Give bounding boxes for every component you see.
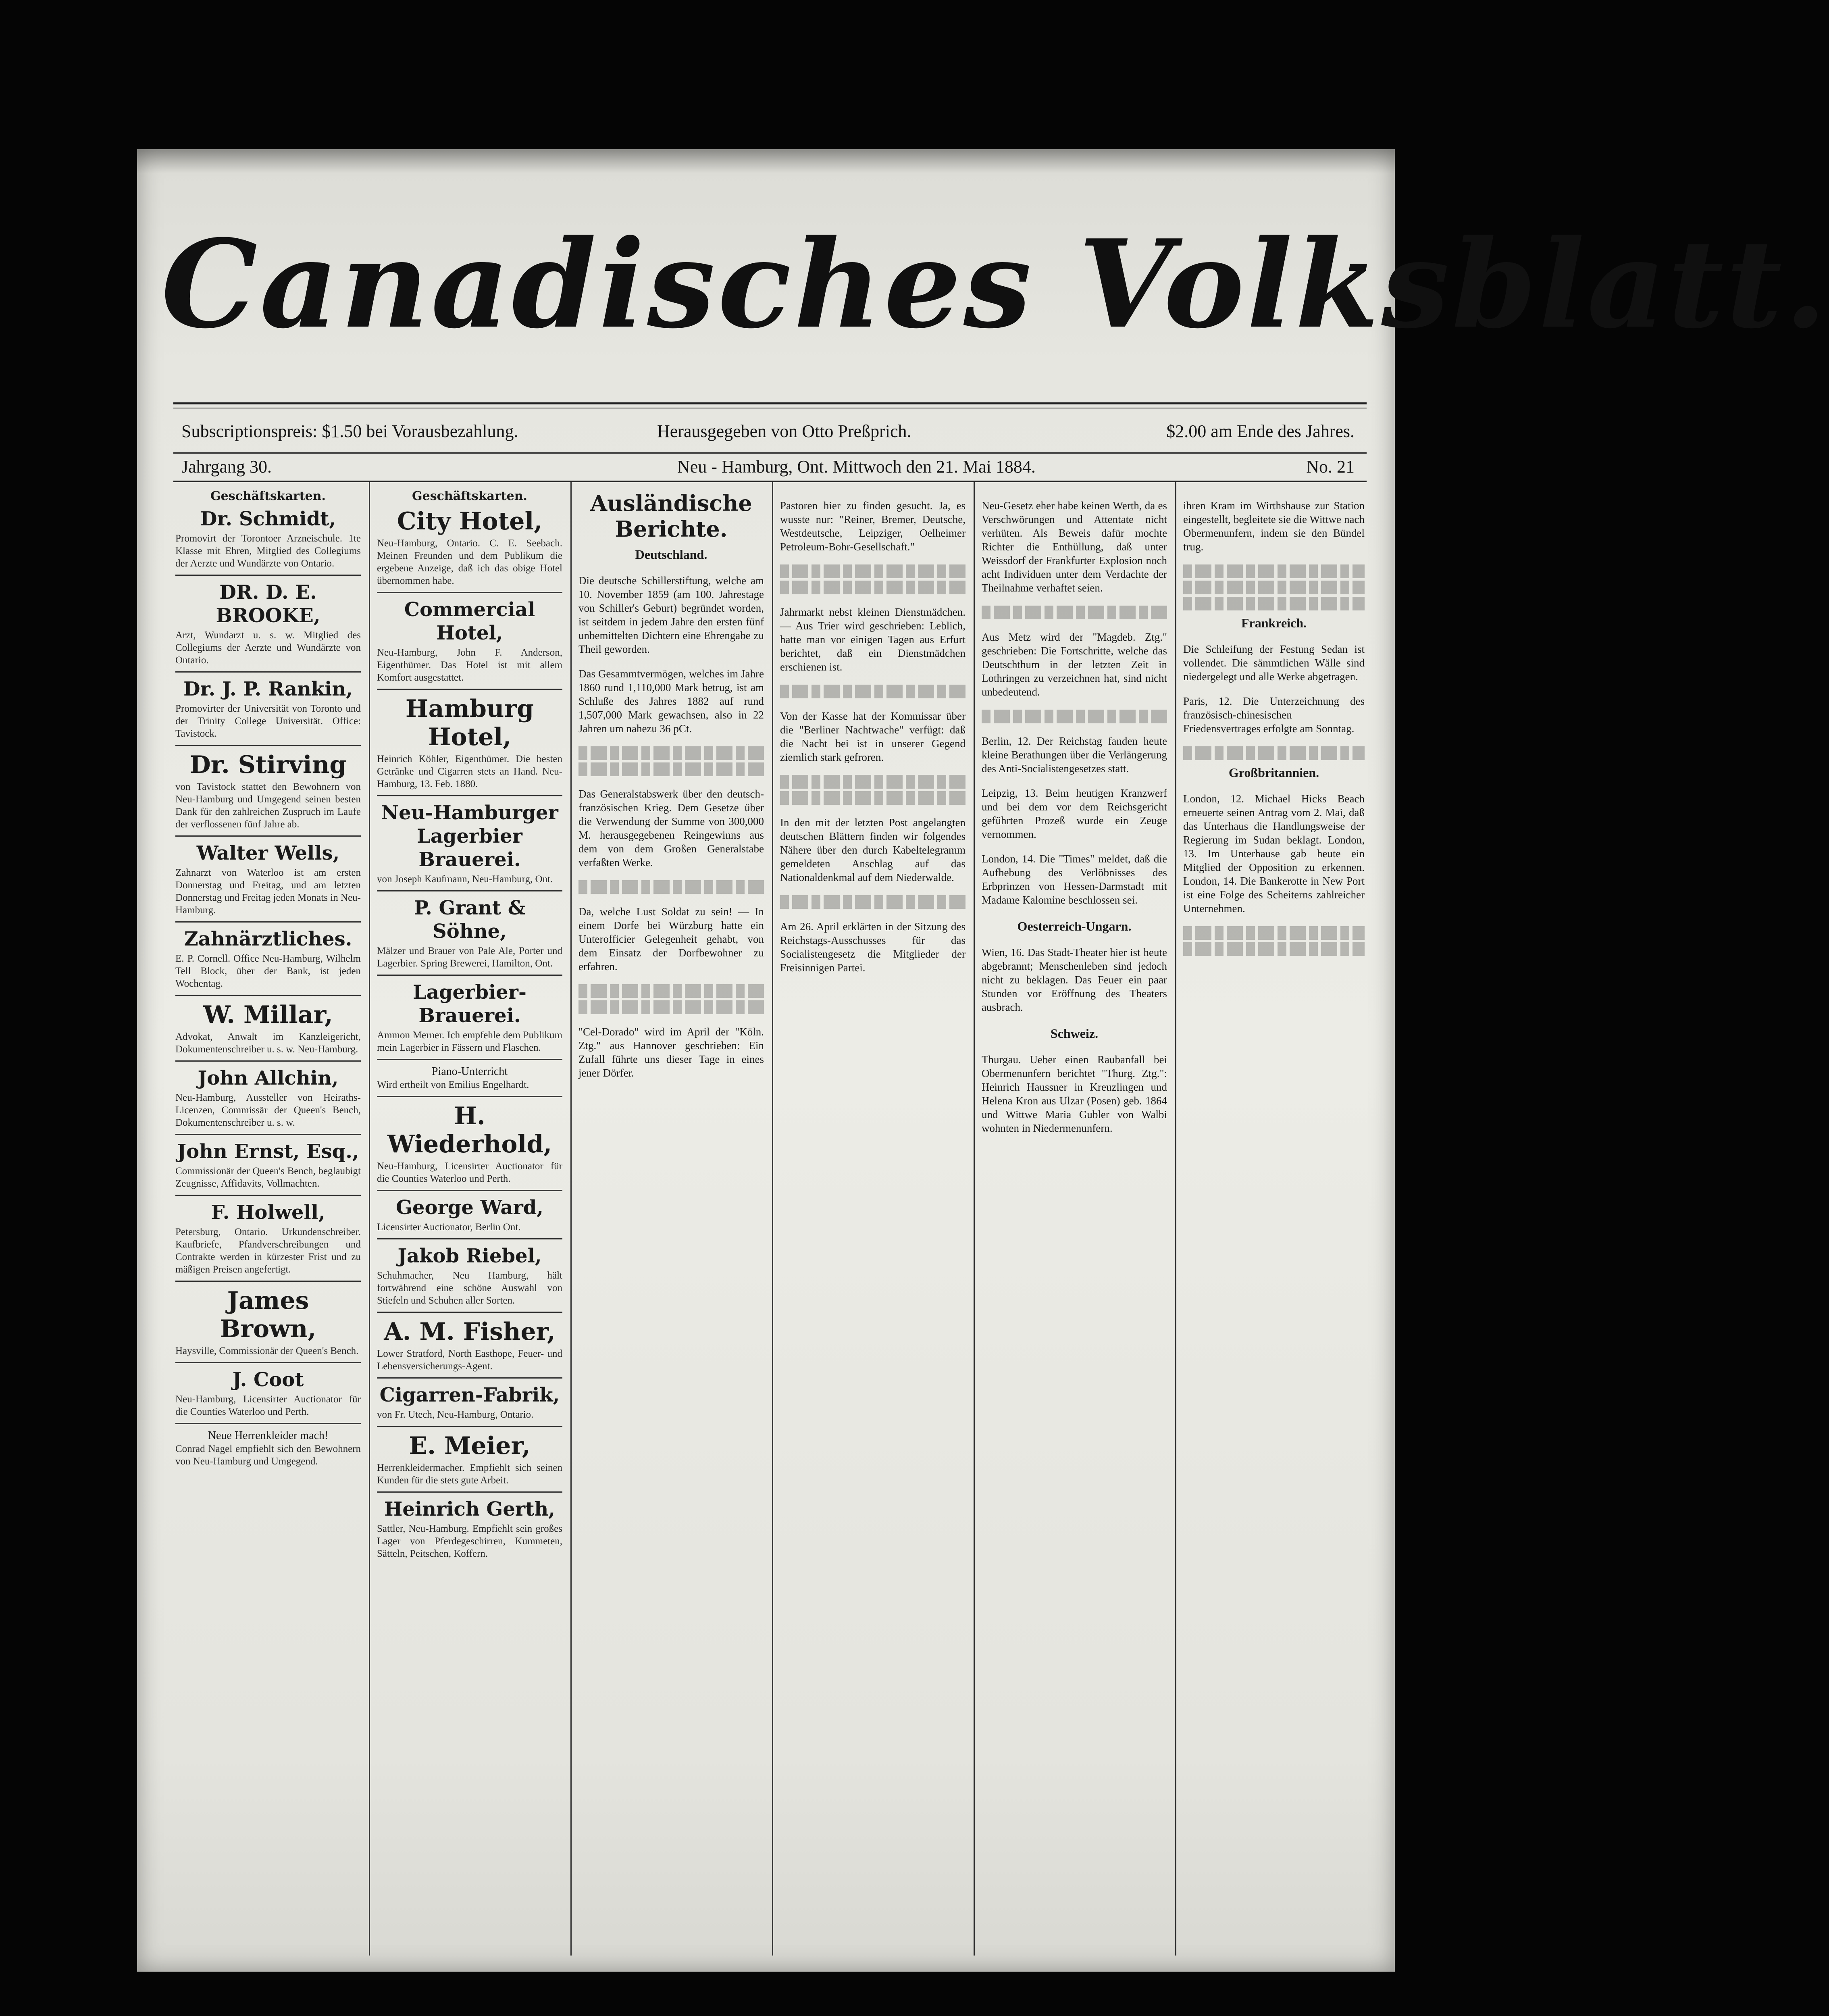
- ad: [377, 507, 562, 587]
- illegible-text: [1183, 581, 1365, 594]
- issue-number: No. 21: [1306, 457, 1355, 477]
- column-separator: [1175, 482, 1176, 1956]
- article-paragraph: Neu-Gesetz eher habe keinen Werth, da es Verschwörungen und Attentate nicht verhüten. Als Beweis dafür mochte Richter die Enthüllung, daß unter Weissdorf der Frankfurter Explosion noch acht Individuen unter dem Verdachte der Theilnahme verhaftet seien.: [982, 500, 1167, 594]
- illegible-text: [1183, 564, 1365, 578]
- ad: [175, 751, 361, 831]
- ad-divider: [377, 689, 562, 690]
- illegible-text: [578, 880, 764, 894]
- fold-shadow: [137, 149, 1395, 173]
- column-1-business-cards: [175, 488, 361, 1956]
- ad-divider: [377, 1491, 562, 1493]
- column-5-articles: [982, 488, 1167, 1956]
- end-of-year-price: $2.00 am Ende des Jahres.: [1166, 421, 1355, 441]
- column-separator: [570, 482, 572, 1956]
- ad-name: A. M. Fisher,: [384, 1318, 556, 1346]
- info-rule: [173, 452, 1367, 454]
- article-paragraph: Berlin, 12. Der Reichstag fanden heute kleine Berathungen über die Verlängerung des Anti-Socialistengesetzes statt.: [982, 735, 1167, 775]
- ad-name: Walter Wells,: [196, 842, 340, 864]
- ad-name: John Ernst, Esq.,: [177, 1140, 359, 1163]
- ad-name: Dr. Schmidt,: [200, 508, 336, 530]
- ad-name: City Hotel,: [397, 507, 543, 535]
- ad-divider: [175, 1281, 361, 1282]
- ad-divider: [377, 1312, 562, 1313]
- ad-divider: [377, 1238, 562, 1239]
- ad-name: Dr. J. P. Rankin,: [183, 678, 353, 700]
- ad: [377, 896, 562, 970]
- illegible-text: [780, 564, 965, 578]
- ad: [175, 677, 361, 740]
- ad-text: Commissionär der Queen's Bench, beglaubigt Zeugnisse, Affidavits, Vollmachten.: [175, 1166, 361, 1189]
- ad-name: Zahnärztliches.: [184, 928, 352, 950]
- masthead-rule: [173, 402, 1367, 404]
- ad: [377, 1102, 562, 1185]
- illegible-text: [1183, 746, 1365, 760]
- ad: [377, 1497, 562, 1560]
- ad-name: Neu-Hamburger Lagerbier Brauerei.: [381, 802, 558, 871]
- ad-name: John Allchin,: [198, 1067, 339, 1089]
- ad: [377, 1244, 562, 1307]
- ad-text: Advokat, Anwalt im Kanzleigericht, Dokumentenschreiber u. s. w. Neu-Hamburg.: [175, 1031, 361, 1055]
- ad-divider: [175, 745, 361, 746]
- article-paragraph: Die Schleifung der Festung Sedan ist vollendet. Die sämmtlichen Wälle sind niedergelegt und alle Werke abgetragen.: [1183, 643, 1365, 683]
- illegible-text: [1183, 926, 1365, 940]
- ad-divider: [175, 995, 361, 996]
- ad-text: Herrenkleidermacher. Empfiehlt sich seinen Kunden für die stets gute Arbeit.: [377, 1462, 562, 1486]
- ad-divider: [377, 1377, 562, 1379]
- article-paragraph: London, 14. Die "Times" meldet, daß die Aufhebung des Verlöbnisses des Erbprinzen von Hessen-Darmstadt mit Madame Kalomine beschlossen sei.: [982, 853, 1167, 906]
- ad: [377, 1383, 562, 1421]
- ad-name: Dr. Stirving: [189, 751, 347, 779]
- article-paragraph: Jahrmarkt nebst kleinen Dienstmädchen. — Aus Trier wird geschrieben: Leblich, hatte man vor einigen Tagen aus Erfurt berichtet, daß ein Dienstmädchen erschienen ist.: [780, 606, 965, 673]
- ad-text: Haysville, Commissionär der Queen's Bench.: [175, 1345, 359, 1356]
- ad-name: F. Holwell,: [211, 1201, 325, 1224]
- ad-name: Hamburg Hotel,: [405, 695, 534, 751]
- ad-text: Neu-Hamburg, Ontario. C. E. Seebach. Meinen Freunden und dem Publikum die ergebene Anzeige, daß ich das obige Hotel übernommen habe.: [377, 538, 562, 586]
- ad-text: Ammon Merner. Ich empfehle dem Publikum mein Lagerbier in Fässern und Flaschen.: [377, 1030, 562, 1053]
- illegible-text: [982, 606, 1167, 619]
- column-separator: [369, 482, 370, 1956]
- illegible-text: [1183, 942, 1365, 956]
- ad: [175, 927, 361, 990]
- ad-text: Conrad Nagel empfiehlt sich den Bewohnern von Neu-Hamburg und Umgegend.: [175, 1443, 361, 1467]
- ad: [377, 695, 562, 790]
- column-3-foreign-reports: [578, 488, 764, 1956]
- region-heading: Deutschland.: [635, 547, 707, 562]
- ad-text: von Tavistock stattet den Bewohnern von Neu-Hamburg und Umgegend seinen besten Dank für den zahlreichen Zuspruch im Laufe der verflossenen fünf Jahre ab.: [175, 781, 361, 830]
- illegible-text: [780, 791, 965, 805]
- article-paragraph: Pastoren hier zu finden gesucht. Ja, es wusste nur: "Reiner, Bremer, Deutsche, Westdeutsche, Leipziger, Oelheimer Petroleum-Bohr-Gesellschaft.": [780, 500, 965, 553]
- ad-text: Neu-Hamburg, John F. Anderson, Eigenthümer. Das Hotel ist mit allem Komfort ausgestattet.: [377, 647, 562, 683]
- ad: [175, 1066, 361, 1129]
- ad-divider: [175, 835, 361, 837]
- ad-name: George Ward,: [395, 1196, 544, 1219]
- ad-text: Heinrich Köhler, Eigenthümer. Die besten Getränke und Cigarren stets an Hand. Neu-Hamburg, 13. Feb. 1880.: [377, 754, 562, 789]
- article-paragraph: Am 26. April erklärten in der Sitzung des Reichstags-Ausschusses für das Socialistengesetz die Mitglieder der Freisinnigen Partei.: [780, 921, 965, 974]
- ad: [377, 598, 562, 684]
- ad-divider: [377, 1190, 562, 1191]
- ad-name: Neue Herrenkleider mach!: [208, 1429, 329, 1442]
- ad-text: Mälzer und Brauer von Pale Ale, Porter und Lagerbier. Spring Brewerei, Hamilton, Ont.: [377, 946, 562, 969]
- column-6-articles: [1183, 488, 1365, 1956]
- article-paragraph: London, 12. Michael Hicks Beach erneuerte seinen Antrag vom 2. Mai, daß das Unterhaus die Handlungsweise der Regierung im Sudan beklagt. London, 13. Im Unterhause gab heute ein Mitglied der Opposition zu erkennen. London, 14. Die Bankerotte in New Port ist eine Folge des Scheiterns zahlreicher Unternehmen.: [1183, 793, 1365, 914]
- ad: [175, 507, 361, 570]
- illegible-text: [1183, 597, 1365, 610]
- illegible-text: [578, 984, 764, 998]
- ad: [175, 1287, 361, 1357]
- ad-text: Zahnarzt von Waterloo ist am ersten Donnerstag und Freitag, und am letzten Donnerstag und Freitag jeden Monats in Neu-Hamburg.: [175, 867, 361, 916]
- illegible-text: [982, 710, 1167, 723]
- ad-text: Promovirter der Universität von Toronto und der Trinity College Universität. Office: Tavistock.: [175, 703, 361, 739]
- article-paragraph: Leipzig, 13. Beim heutigen Kranzwerf und bei dem vor dem Reichsgericht geführten Prozeß wurde ein Zeuge vernommen.: [982, 787, 1167, 840]
- article-paragraph: In den mit der letzten Post angelangten deutschen Blättern finden wir folgendes Nähere über den durch Kabeltelegramm gemeldeten Anschlag auf das Nationaldenkmal auf dem Niederwalde.: [780, 816, 965, 883]
- article-paragraph: Die deutsche Schillerstiftung, welche am 10. November 1859 (am 100. Jahrestage von Schiller's Geburt) begründet worden, ist seitdem in jedem Jahre den ersten fünf unbemittelten Dichtern eine Ehrengabe zu Theil geworden.: [578, 575, 764, 655]
- article-paragraph: Thurgau. Ueber einen Raubanfall bei Obermenunfern berichtet "Thurg. Ztg.": Heinrich Haussner in Kreuzlingen und Helena Kron aus Ulzar (Posen) geb. 1864 und Wittwe Maria Gubler von Walbi wohnten in Niedermenunfern.: [982, 1054, 1167, 1134]
- ad-divider: [377, 795, 562, 796]
- illegible-text: [578, 762, 764, 776]
- ad-text: Promovirt der Torontoer Arzneischule. 1te Klasse mit Ehren, Mitglied des Collegiums der Aerzte und Wundärzte von Ontario.: [175, 533, 361, 569]
- column-separator: [974, 482, 975, 1956]
- illegible-text: [780, 685, 965, 698]
- ad-name: W. Millar,: [203, 1001, 333, 1029]
- article-paragraph: Aus Metz wird der "Magdeb. Ztg." geschrieben: Die Fortschritte, welche das Deutschthum in der letzten Zeit in Lothringen zu verzeichnen hat, sind nicht unbedeutend.: [982, 631, 1167, 698]
- ad-name: Commercial Hotel,: [404, 598, 535, 644]
- ad-text: von Joseph Kaufmann, Neu-Hamburg, Ont.: [377, 874, 553, 885]
- ad: [377, 1318, 562, 1372]
- ad-text: von Fr. Utech, Neu-Hamburg, Ontario.: [377, 1409, 534, 1420]
- ad-name: James Brown,: [220, 1287, 316, 1343]
- region-heading: Schweiz.: [1050, 1026, 1099, 1041]
- ad: [175, 841, 361, 916]
- illegible-text: [578, 746, 764, 760]
- ad-name: Lagerbier-Brauerei.: [413, 981, 526, 1027]
- ad-name: Cigarren-Fabrik,: [379, 1384, 560, 1406]
- ad-divider: [377, 1059, 562, 1060]
- publisher: Herausgegeben von Otto Preßprich.: [657, 421, 911, 441]
- ad-text: Schuhmacher, Neu Hamburg, hält fortwährend eine schöne Auswahl von Stiefeln und Schuhen aller Sorten.: [377, 1270, 562, 1306]
- column-separator: [772, 482, 773, 1956]
- newspaper-page: [137, 149, 1829, 1972]
- ad-text: Neu-Hamburg, Aussteller von Heiraths-Licenzen, Commissär der Queen's Bench, Dokumentenschreiber u. s. w.: [175, 1092, 361, 1128]
- illegible-text: [780, 775, 965, 789]
- ad: [377, 1432, 562, 1487]
- ad: [377, 1065, 562, 1091]
- subscription-price: Subscriptionspreis: $1.50 bei Vorausbezahlung.: [181, 421, 518, 441]
- ad-divider: [175, 921, 361, 923]
- article-paragraph: Das Gesammtvermögen, welches im Jahre 1860 rund 1,110,000 Mark betrug, ist am Schluße des Jahres 1882 auf rund 1,507,000 Mark gewachsen, also in 22 Jahren um nahezu 36 pCt.: [578, 668, 764, 735]
- ad: [175, 1140, 361, 1190]
- ad: [377, 801, 562, 885]
- ad-text: Neu-Hamburg, Licensirter Auctionator für die Counties Waterloo und Perth.: [175, 1394, 361, 1417]
- ad: [175, 1429, 361, 1468]
- ad-text: Lower Stratford, North Easthope, Feuer- und Lebensversicherungs-Agent.: [377, 1348, 562, 1372]
- ad-text: Arzt, Wundarzt u. s. w. Mitglied des Collegiums der Aerzte und Wundärzte von Ontario.: [175, 630, 361, 666]
- ad-text: Neu-Hamburg, Licensirter Auctionator für die Counties Waterloo und Perth.: [377, 1161, 562, 1184]
- ad: [175, 581, 361, 666]
- article-paragraph: ihren Kram im Wirthshause zur Station eingestellt, begleitete sie die Wittwe nach Obermenunfern, indem sie den Bündel trug.: [1183, 500, 1365, 553]
- ad-name: Heinrich Gerth,: [384, 1498, 555, 1520]
- ad-text: Licensirter Auctionator, Berlin Ont.: [377, 1222, 521, 1233]
- ad-name: J. Coot: [232, 1368, 304, 1391]
- article-paragraph: "Cel-Dorado" wird im April der "Köln. Ztg." aus Hannover geschrieben: Ein Zufall führte uns dieser Tage in eines jener Dörfer.: [578, 1026, 764, 1079]
- ad-divider: [175, 1060, 361, 1062]
- ad-divider: [377, 1426, 562, 1427]
- ad-divider: [175, 1195, 361, 1196]
- ad-divider: [377, 975, 562, 976]
- article-paragraph: Wien, 16. Das Stadt-Theater hier ist heute abgebrannt; Menschenleben sind jedoch nicht zu beklagen. Das Feuer ein paar Stunden vor Eröffnung des Theaters ausbrach.: [982, 946, 1167, 1013]
- article-paragraph: Von der Kasse hat der Kommissar über die "Berliner Nachtwache" verfügt: daß die Nacht bei ist in unserer Gegend ziemlich stark gefroren.: [780, 710, 965, 763]
- dateline-rule: [173, 481, 1367, 482]
- region-heading: Großbritannien.: [1228, 765, 1319, 780]
- article-paragraph: Das Generalstabswerk über den deutsch-französischen Krieg. Dem Gesetze über die Verwendung der Summe von 300,000 M. herausgegebenen Reingewinns aus dem von dem Großen Generalstabe verfaßten Werke.: [578, 788, 764, 868]
- illegible-text: [780, 581, 965, 594]
- section-title: Ausländische Berichte.: [590, 490, 752, 542]
- ad-name: DR. D. E. BROOKE,: [216, 581, 320, 627]
- ad-divider: [377, 890, 562, 891]
- ad-divider: [377, 1096, 562, 1097]
- illegible-text: [780, 895, 965, 909]
- ad-divider: [377, 592, 562, 593]
- ad-name: P. Grant & Söhne,: [414, 897, 526, 943]
- ad-name: H. Wiederhold,: [387, 1102, 552, 1158]
- column-2-business-cards: [377, 488, 562, 1956]
- column-2-header: Geschäftskarten.: [412, 489, 527, 503]
- ad-text: Wird ertheilt von Emilius Engelhardt.: [377, 1079, 529, 1090]
- column-1-header: Geschäftskarten.: [210, 489, 326, 503]
- ad-name: Piano-Unterricht: [431, 1065, 508, 1078]
- ad-divider: [175, 1362, 361, 1363]
- ad-name: E. Meier,: [409, 1432, 531, 1460]
- ad: [175, 1201, 361, 1276]
- region-heading: Oesterreich-Ungarn.: [1017, 919, 1132, 933]
- article-paragraph: Da, welche Lust Soldat zu sein! — In einem Dorfe bei Würzburg hatte ein Unterofficier Gelegenheit gehabt, von dem Einsatz der Dorfbewohner zu erfahren.: [578, 906, 764, 973]
- ad: [175, 1368, 361, 1418]
- ad-divider: [175, 1134, 361, 1135]
- column-4-articles: [780, 488, 965, 1956]
- ad-name: Jakob Riebel,: [397, 1245, 542, 1267]
- article-paragraph: Paris, 12. Die Unterzeichnung des französisch-chinesischen Friedensvertrages erfolgte am Sonntag.: [1183, 695, 1365, 735]
- ad-text: Sattler, Neu-Hamburg. Empfiehlt sein großes Lager von Pferdegeschirren, Kummeten, Sätteln, Peitschen, Koffern.: [377, 1523, 562, 1559]
- ad: [377, 1196, 562, 1233]
- illegible-text: [578, 1000, 764, 1014]
- masthead-title: Canadisches Volksblatt.: [161, 213, 1829, 355]
- region-heading: Frankreich.: [1241, 616, 1307, 630]
- ad-divider: [175, 671, 361, 673]
- ad-text: Petersburg, Ontario. Urkundenschreiber. Kaufbriefe, Pfandverschreibungen und Contrakte werden in kürzester Frist und zu mäßigen Preisen angefertigt.: [175, 1227, 361, 1275]
- ad-divider: [175, 1423, 361, 1424]
- ad: [377, 981, 562, 1054]
- ad-text: E. P. Cornell. Office Neu-Hamburg, Wilhelm Tell Block, über der Bank, ist jeden Wochentag.: [175, 953, 361, 989]
- ad: [175, 1001, 361, 1056]
- ad-divider: [175, 575, 361, 576]
- place-date: Neu - Hamburg, Ont. Mittwoch den 21. Mai 1884.: [677, 457, 1036, 477]
- volume: Jahrgang 30.: [181, 457, 272, 477]
